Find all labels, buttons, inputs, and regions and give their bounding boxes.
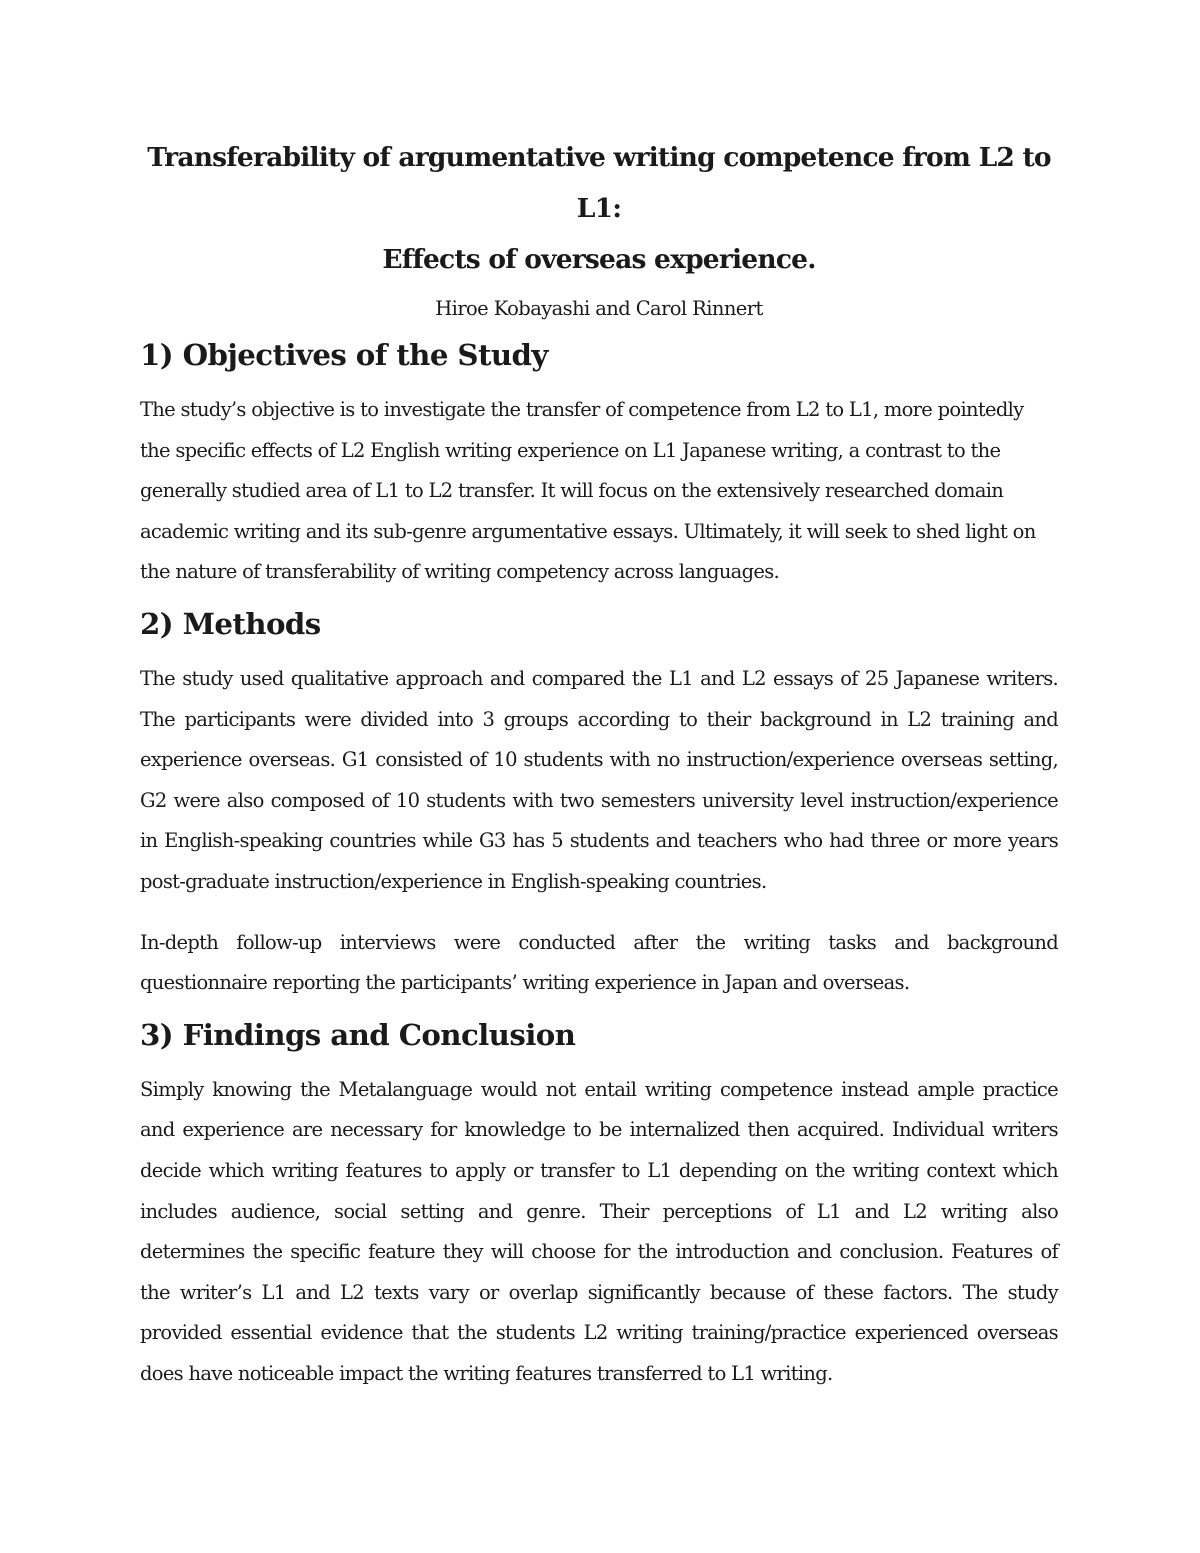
title-line-2: Effects of overseas experience. (382, 244, 816, 275)
section-heading-findings: 3) Findings and Conclusion (140, 1017, 576, 1052)
objectives-paragraph: The study’s objective is to investigate the transfer of competence from L2 to L1, more pointedly the specific effects of L2 English writing experience on L1 Japanese writing, a contrast to the generally studied area of L1 to L2 transfer. It will focus on the extensively researched domain academic writing and its sub-genre argumentative essays. Ultimately, it will seek to shed light on the nature of transferability of writing competency across languages. (140, 398, 1036, 584)
section-heading-methods: 2) Methods (140, 606, 321, 641)
authors: Hiroe Kobayashi and Carol Rinnert (435, 297, 763, 320)
document-page (140, 132, 1058, 1394)
title-line-1: Transferability of argumentative writing competence from L2 to L1: (147, 142, 1051, 224)
methods-paragraph-1: The study used qualitative approach and compared the L1 and L2 essays of 25 Japanese writers. The participants were divided into 3 groups according to their background in L2 training and experience overseas. G1 consisted of 10 students with no instruction/experience overseas setting, G2 were also composed of 10 students with two semesters university level instruction/experience in English-speaking countries while G3 has 5 students and teachers who had three or more years post-graduate instruction/experience in English-speaking countries. (140, 666, 1058, 893)
document-title (140, 132, 1058, 285)
findings-paragraph: Simply knowing the Metalanguage would not entail writing competence instead ample practice and experience are necessary for knowledge to be internalized then acquired. Individual writers decide which writing features to apply or transfer to L1 depending on the writing context which includes audience, social setting and genre. Their perceptions of L1 and L2 writing also determines the specific feature they will choose for the introduction and conclusion. Features of the writer’s L1 and L2 texts vary or overlap significantly because of these factors. The study provided essential evidence that the students L2 writing training/practice experienced overseas does have noticeable impact the writing features transferred to L1 writing. (140, 1077, 1058, 1385)
section-heading-objectives: 1) Objectives of the Study (140, 338, 548, 372)
methods-paragraph-2: In-depth follow-up interviews were conducted after the writing tasks and background questionnaire reporting the participants’ writing experience in Japan and overseas. (140, 930, 1058, 995)
